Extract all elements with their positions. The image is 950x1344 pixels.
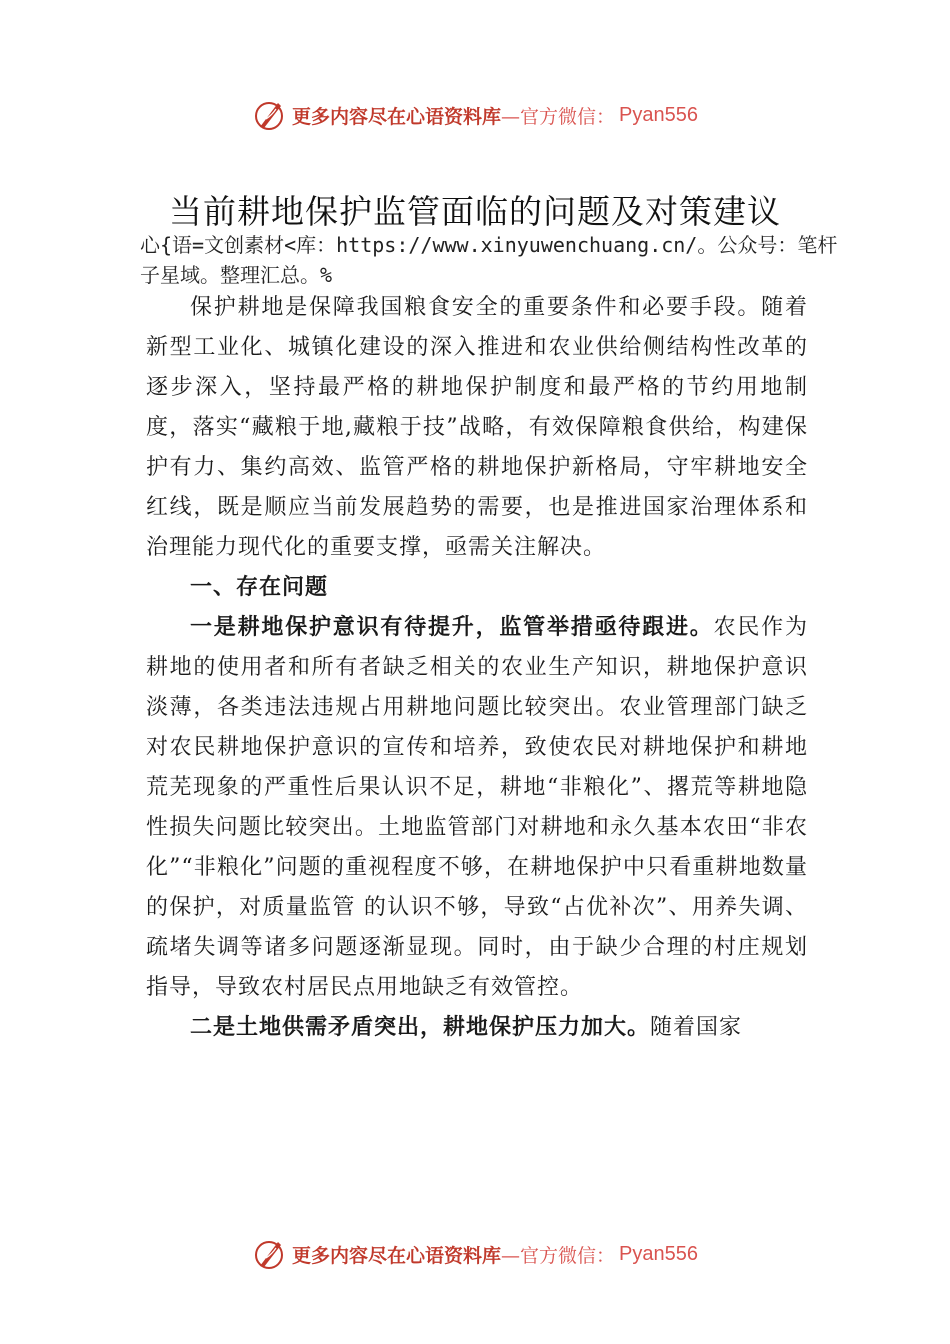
watermark-wechat-id: Pyan556: [619, 103, 698, 126]
section-heading: 一、存在问题: [190, 575, 329, 600]
watermark-text: 更多内容尽在心语资料库—官方微信：: [292, 105, 616, 128]
watermark-banner-bottom: [0, 1234, 950, 1274]
quill-pen-icon: [252, 1236, 288, 1272]
watermark-wechat-id: Pyan556: [619, 1242, 698, 1265]
intro-paragraph: 保护耕地是保障我国粮食安全的重要条件和必要手段。随着新型工业化、城镇化建设的深入推进和农业供给侧结构性改革的逐步深入，坚持最严格的耕地保护制度和最严格的节约用地制度，落实“藏粮于地,藏粮于技”战略，有效保障粮食供给，构建保护有力、集约高效、监管严格的耕地保护新格局，守牢耕地安全红线，既是顺应当前发展趋势的需要，也是推进国家治理体系和治理能力现代化的重要支撑，亟需关注解决。: [146, 295, 808, 560]
point-body-1: 农民作为耕地的使用者和所有者缺乏相关的农业生产知识，耕地保护意识淡薄，各类违法违规占用耕地问题比较突出。农业管理部门缺乏对农民耕地保护意识的宣传和培养，致使农民对耕地保护和耕地荒芜现象的严重性后果认识不足，耕地“非粮化”、撂荒等耕地隐性损失问题比较突出。土地监管部门对耕地和永久基本农田“非农化”“非粮化”问题的重视程度不够，在耕地保护中只看重耕地数量的保护，对质量监管 的认识不够，导致“占优补次”、用养失调、疏堵失调等诸多问题逐渐显现。同时，由于缺少合理的村庄规划指导，导致农村居民点用地缺乏有效管控。: [146, 615, 808, 1000]
source-note: 心{语=文创素材<库：https://www.xinyuwenchuang.cn/。公众号：笔杆子星域。整理汇总。%: [140, 233, 838, 287]
point-body-2: 随着国家: [650, 1015, 743, 1040]
watermark-banner-top: [0, 95, 950, 135]
point-paragraph-2: [146, 1008, 808, 1048]
document-title: 当前耕地保护监管面临的问题及对策建议: [169, 192, 781, 231]
point-lead-2: 二是土地供需矛盾突出，耕地保护压力加大。: [190, 1015, 651, 1040]
watermark-text: 更多内容尽在心语资料库—官方微信：: [292, 1244, 616, 1267]
point-lead-1: 一是耕地保护意识有待提升，监管举措亟待跟进。: [190, 615, 714, 640]
point-paragraph-1: [146, 608, 808, 1008]
document-body: [146, 288, 808, 1048]
quill-pen-icon: [252, 97, 288, 133]
